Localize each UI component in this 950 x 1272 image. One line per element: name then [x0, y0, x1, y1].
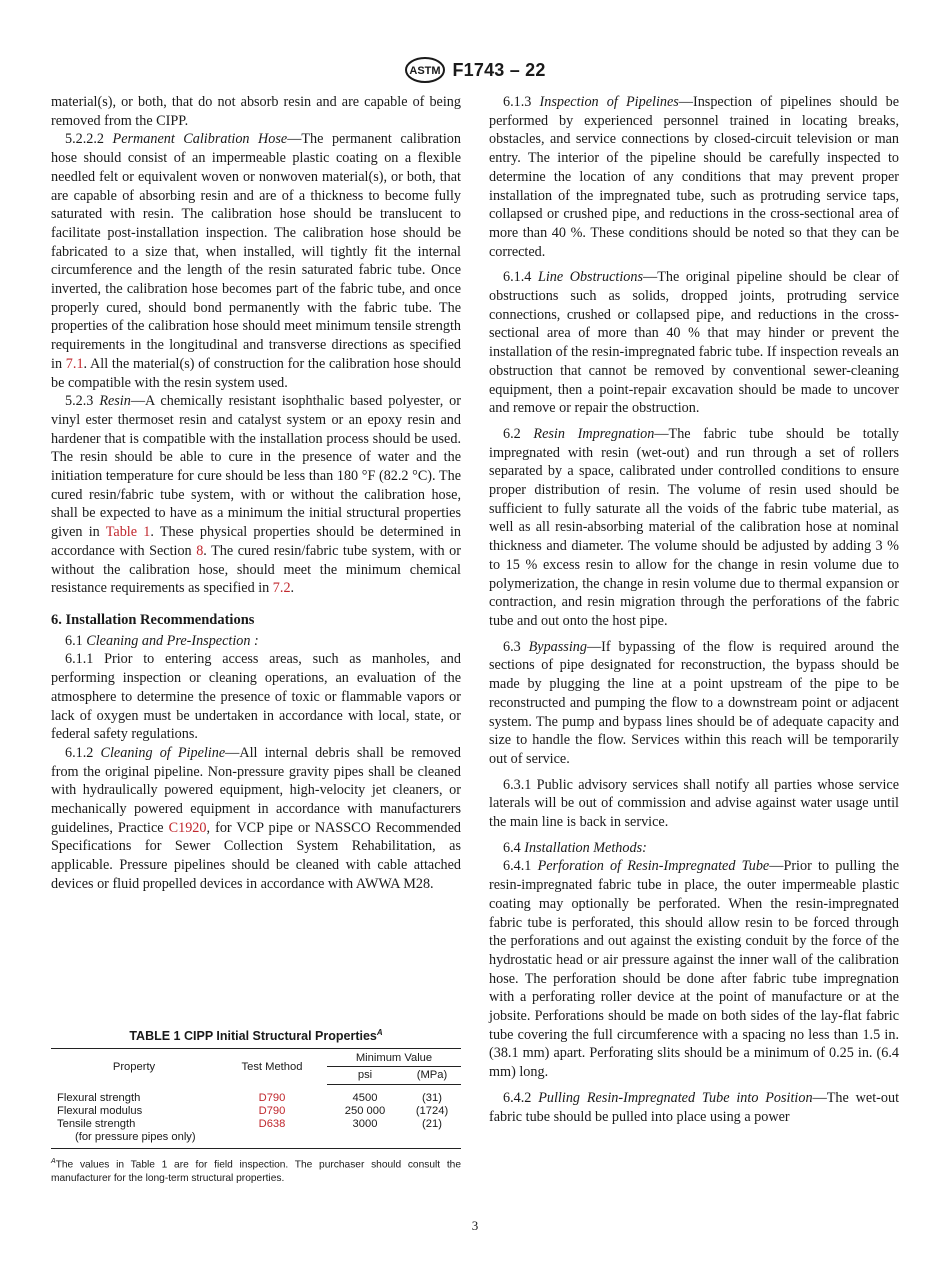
header-test-method: Test Method: [217, 1049, 327, 1085]
table-footnote: $^A$The values in Table 1 are for field inspection. The purchaser should consult the manufacturer for the long-term structural properties.: [51, 1158, 461, 1184]
table-row: Flexural modulus D790 250 000 (1724): [57, 1105, 449, 1118]
astm-logo-icon: [404, 56, 446, 84]
section-heading-6: 6. Installation Recommendations: [51, 611, 255, 628]
paragraph-6-1: 6.1 Cleaning and Pre-Inspection :: [65, 632, 259, 649]
paragraph-6-1-3: 6.1.3 Inspection of Pipelines—Inspection of pipelines should be performed by experienced personnel trained in locating breaks, obstacles, and service connections by closed-circuit television or man entry. The interior of the pipeline should be carefully inspected to determine the location of any conditions that may prevent proper installation of the impregnated tube, such as protruding service taps, collapsed or crushed pipe, and reductions in the cross-sectional area of more than 40 %. These conditions should be noted so that they can be corrected.: [489, 94, 899, 260]
table-1: [51, 1028, 461, 1185]
paragraph-5-2-2-2: 5.2.2.2 Permanent Calibration Hose—The permanent calibration hose should consist of an impermeable plastic coating on a flexible needled felt or equivalent woven or nonwoven material(s), or both, that are capable of absorbing resin and are of a thickness to become fully saturated with resin. The calibration hose should be translucent to facilitate post-installation inspection. The calibration hose should be fabricated to a size that, when installed, will tightly fit the internal circumference and the length of the resin saturated fabric tube. Once inverted, the calibration hose becomes part of the fabric tube, and once properly cured, should bond permanently with the fabric tube. The properties of the calibration hose should meet minimum tensile strength requirements in the longitudinal and transverse directions as specified in 7.1. All the material(s) of construction for the calibration hose should be compatible with the resin system used.: [51, 131, 461, 391]
paragraph-6-2: 6.2 Resin Impregnation—The fabric tube should be totally impregnated with resin (wet-out) and run through a set of rollers separated by a space, calibrated under controlled conditions to ensure proper distribution of resin. The volume of resin used should be sufficient to fully saturate all the voids of the fabric tube material, as well as all resin-absorbing material of the calibration hose at nominal thickness and diameter. The volume should be adjusted by adding 3 % to 15 % excess resin to allow for the change in resin volume due to polymerization, the change in resin volume due to thermal expansion or contraction, and resin migration through the perforations of the fabric tube and out onto the host pipe.: [489, 425, 900, 629]
page-number: 3: [471, 1218, 479, 1233]
paragraph-5-2-3: 5.2.3 Resin—A chemically resistant isophthalic based polyester, or vinyl ester thermoset resin and catalyst system or an epoxy resin and hardener that is compatible with the installation process should be used. The resin should be able to cure in the presence of water and the initiation temperature for cure should be less than 180 °F (82.2 °C). The cured resin/fabric tube system, with or without the calibration hose, shall be expected to have as a minimum the initial structural properties given in Table 1. These physical properties should be determined in accordance with Section 8. The cured resin/fabric tube system, with or without the calibration hose, should meet the minimum chemical resistance requirements as specified in 7.2.: [51, 393, 461, 597]
ref-7-2[interactable]: 7.2: [272, 580, 291, 597]
right-column: [489, 93, 899, 1126]
ref-section-8[interactable]: 8: [196, 542, 204, 559]
paragraph-6-4-1: 6.4.1 Perforation of Resin-Impregnated Tube—Prior to pulling the resin-impregnated fabric tube in place, the outer impermeable plastic coating may optionally be perforated. When the resin-impregnated fabric tube is perforated, this should allow resin to be forced through the perforations and out against the existing conduit by the force of the hydrostatic head or air pressure against the inner wall of the calibration hose. The perforation should be done after fabric tube impregnation with a perforating roller device at the point of manufacture or at the jobsite. Perforations should be made on both sides of the lay-flat fabric tube covering the full circumference with a spacing no less than 1.5 in. (38.1 mm) apart. Perforating slits should be a minimum of 0.25 in. (6.4 mm) long.: [489, 858, 899, 1081]
table-row: Tensile strength (for pressure pipes only) D638 3000 (21): [51, 1118, 461, 1149]
paragraph-6-3-1: 6.3.1 Public advisory services shall notify all parties whose service laterals will be out of commission and advise against water usage until the main line is back in service.: [489, 776, 899, 831]
header-mpa: (MPa): [403, 1067, 461, 1085]
paragraph-6-3: 6.3 Bypassing—If bypassing of the flow is required around the sections of pipe designated for reconstruction, the bypass should be made by plugging the line at a point upstream of the pipe to be reconstructed and pumping the flow to a downstream point or adjacent system. The pump and bypass lines should be of adequate capacity and size to handle the flow. Services within this reach will be temporarily out of service.: [489, 638, 899, 767]
table-row: Flexural strength D790 4500 (31): [51, 1085, 461, 1106]
ref-c1920[interactable]: C1920: [168, 819, 207, 836]
test-method-link[interactable]: D638: [217, 1118, 327, 1149]
page-header: [0, 56, 950, 84]
paragraph-6-1-1: 6.1.1 Prior to entering access areas, such as manholes, and performing inspection or cleaning operations, an evaluation of the atmosphere to determine the presence of toxic or flammable vapors or lack of oxygen must be undertaken in accordance with local, state, or federal safety regulations.: [51, 651, 461, 743]
svg-text:ASTM: ASTM: [409, 65, 442, 77]
header-minimum-value: Minimum Value: [327, 1049, 461, 1067]
ref-table-1[interactable]: Table 1: [105, 524, 151, 541]
paragraph-6-1-2: 6.1.2 Cleaning of Pipeline—All internal debris shall be removed from the original pipeline. Non-pressure gravity pipes shall be cleaned with hydraulically powered equipment, high-velocity jet cleaners, or mechanically powered equipment in accordance with manufacturers guidelines, Practice C1920, for VCP pipe or NASSCO Recommended Specifications for Sewer Collection System Rehabilitation, as applicable. Pressure pipelines should be cleaned with cable attached devices or fluid propelled devices in accordance with AWWA M28.: [51, 744, 462, 892]
properties-table: [51, 1048, 461, 1149]
left-column: [51, 93, 461, 894]
test-method-link[interactable]: D790: [258, 1105, 286, 1118]
header-property: Property: [51, 1049, 217, 1085]
paragraph-continuation: material(s), or both, that do not absorb resin and are capable of being removed from the CIPP.: [51, 94, 461, 129]
header-psi: psi: [327, 1067, 403, 1085]
standard-designation: F1743 – 22: [452, 59, 546, 80]
ref-7-1[interactable]: 7.1: [65, 355, 84, 372]
test-method-link[interactable]: D790: [258, 1091, 286, 1104]
paragraph-6-4: 6.4 Installation Methods:: [503, 839, 647, 856]
paragraph-6-4-2: 6.4.2 Pulling Resin-Impregnated Tube into Position—The wet-out fabric tube should be pulled into place using a power: [489, 1089, 900, 1125]
paragraph-6-1-4: 6.1.4 Line Obstructions—The original pipeline should be clear of obstructions such as solids, dropped joints, protruding service connections, crushed or collapsed pipe, and reductions in the cross-sectional area of more than 40 % that may hinder or prevent the installation of the resin-impregnated fabric tube. If inspection reveals an obstruction that cannot be removed by conventional sewer-cleaning equipment, then a point-repair excavation should be made to uncover and remove or repair the obstruction.: [489, 269, 900, 417]
table-title: TABLE 1 CIPP Initial Structural Properties$^A$: [129, 1028, 383, 1044]
